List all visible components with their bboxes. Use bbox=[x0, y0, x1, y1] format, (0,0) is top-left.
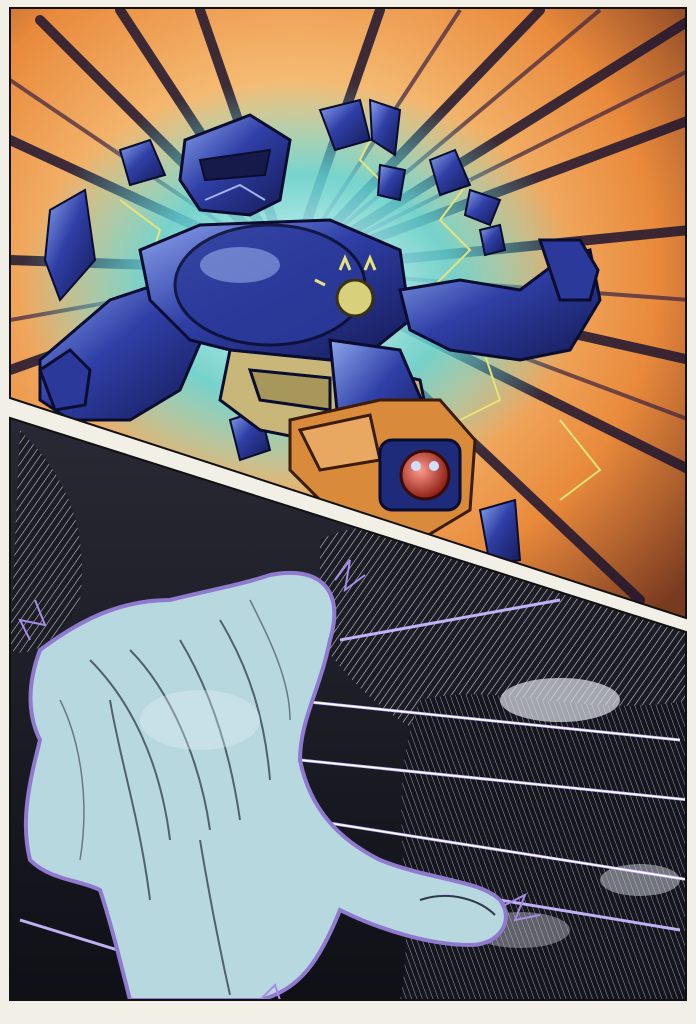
red-gem bbox=[401, 451, 449, 499]
chest-emblem bbox=[337, 280, 373, 316]
